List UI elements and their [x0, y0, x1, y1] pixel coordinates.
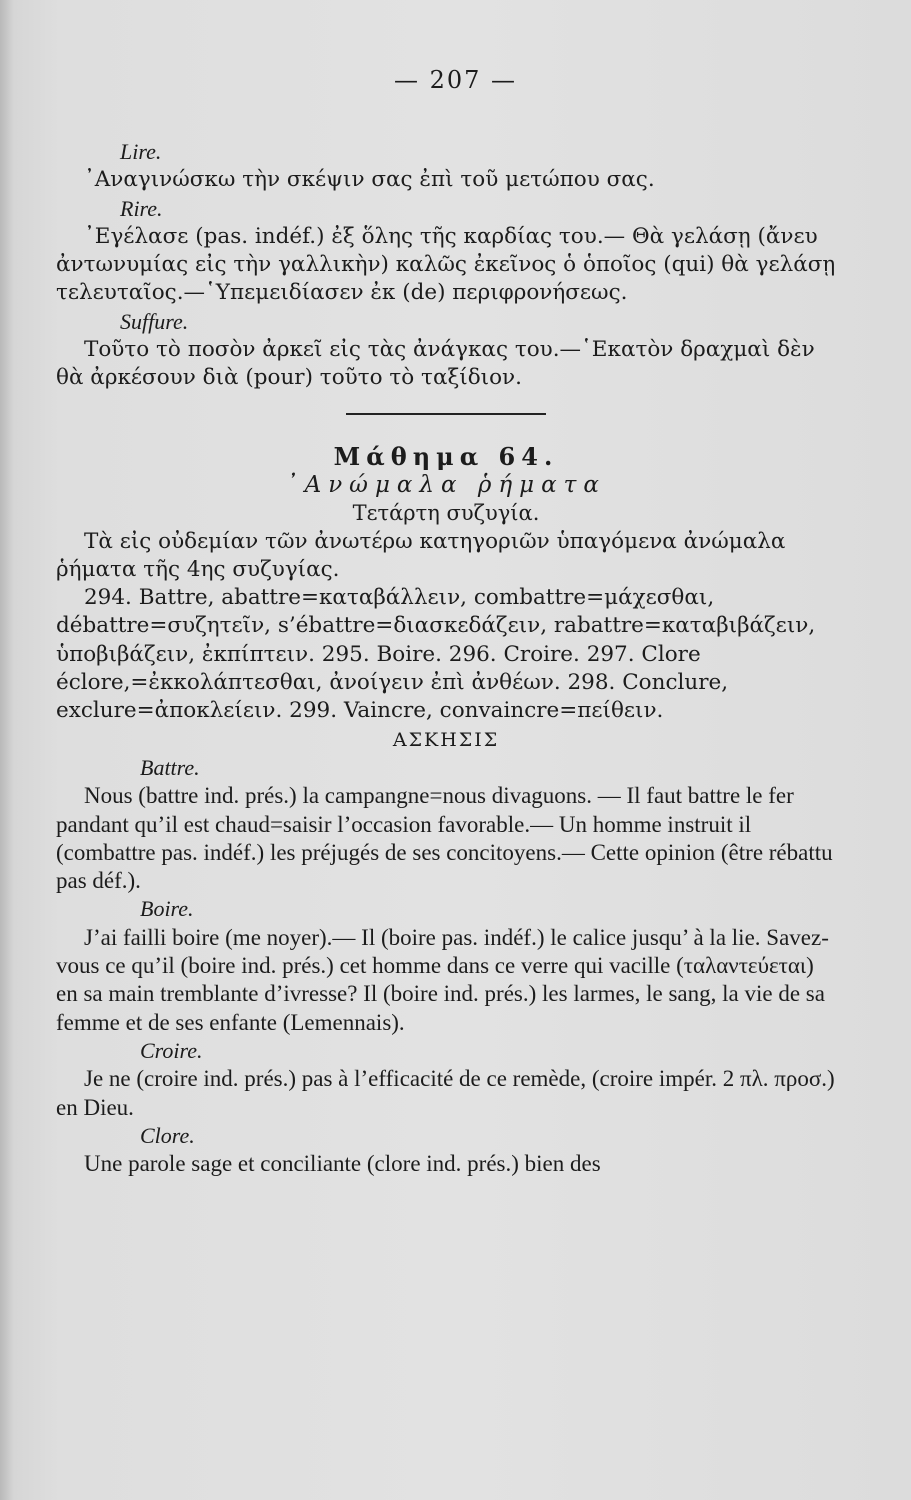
section-heading-rire: Rire. [120, 195, 163, 221]
section-heading-suffure: Suffure. [120, 308, 189, 334]
exercise-heading-boire: Boire. [140, 896, 194, 922]
exercise-text-battre: Nous (battre ind. prés.) la campangne=nous divaguons. — Il faut battre le fer pandant qu’il est chaud=saisir l’occasion favorable.— Un homme instruit il (combattre pas. indéf.) les préjugés de ses concitoyens.— Cette opinion (être rébattu pas déf.). [56, 783, 833, 894]
lesson-title: Μάθημα 64. [333, 441, 559, 471]
page-content [56, 138, 836, 1178]
exercise-text-croire: Je ne (croire ind. prés.) pas à l’efficacité de ce remède, (croire impér. 2 πλ. προσ.) en Dieu. [56, 1066, 835, 1120]
exercises-title: ΑΣΚΗΣΙΣ [392, 728, 500, 751]
section-text-suffure: Τοῦτο τὸ ποσὸν ἀρκεῖ εἰς τὰς ἀνάγκας του.—῾Εκατὸν δραχμαὶ δὲν θὰ ἀρκέσουν διὰ (pour) τοῦτο τὸ ταξίδιον. [56, 337, 815, 391]
section-text-rire: ᾿Εγέλασε (pas. indéf.) ἐξ ὅλης τῆς καρδίας του.— Θὰ γελάσῃ (ἄνευ ἀντωνυμίας εἰς τὴν γαλλικὴν) καλῶς ἐκεῖνος ὁ ὁποῖος (qui) θὰ γελάσῃ τελευταῖος.—῾Υπεμειδίασεν ἐκ (de) περιφρονήσεως. [56, 223, 836, 306]
section-text-lire: ᾿Αναγινώσκω τὴν σκέψιν σας ἐπὶ τοῦ μετώπου σας. [84, 167, 655, 193]
exercise-text-clore: Une parole sage et conciliante (clore ind. prés.) bien des [84, 1151, 601, 1177]
exercise-text-boire: J’ai failli boire (me noyer).— Il (boire pas. indéf.) le calice jusqu’ à la lie. Savez-vous ce qu’il (boire ind. prés.) cet homme dans ce verre qui vacille (ταλαντεύεται) en sa main tremblante d’ivresse? Il (boire ind. prés.) les larmes, le sang, la vie de sa femme et de ses enfante (Lemennais). [56, 924, 829, 1035]
lesson-verbs: 294. Battre, abattre=καταβάλλειν, combattre=μάχεσθαι, débattre=συζητεῖν, s’ébattre=διασκεδάζειν, rabattre=καταβιβάζειν, ὑποβιβάζειν, ἐκπίπτειν. 295. Boire. 296. Croire. 297. Clore éclore,=ἐκκολάπτεσθαι, ἀνοίγειν ἐπὶ ἀνθέων. 298. Conclure, exclure=ἀποκλείειν. 299. Vaincre, convaincre=πείθειν. [56, 585, 816, 724]
lesson-intro: Τὰ εἰς οὐδεμίαν τῶν ἀνωτέρω κατηγοριῶν ὑπαγόμενα ἀνώμαλα ῥήματα τῆς 4ης συζυγίας. [56, 528, 786, 582]
section-heading-lire: Lire. [120, 139, 162, 164]
lesson-conjugation: Τετάρτη συζυγία. [352, 501, 540, 526]
exercise-heading-clore: Clore. [140, 1122, 195, 1148]
exercise-heading-battre: Battre. [140, 754, 200, 780]
exercise-heading-croire: Croire. [140, 1037, 203, 1063]
page-number: — 207 — [393, 66, 518, 94]
section-divider [346, 413, 546, 415]
lesson-subtitle: ᾿Ανώμαλα ῥήματα [286, 471, 606, 498]
